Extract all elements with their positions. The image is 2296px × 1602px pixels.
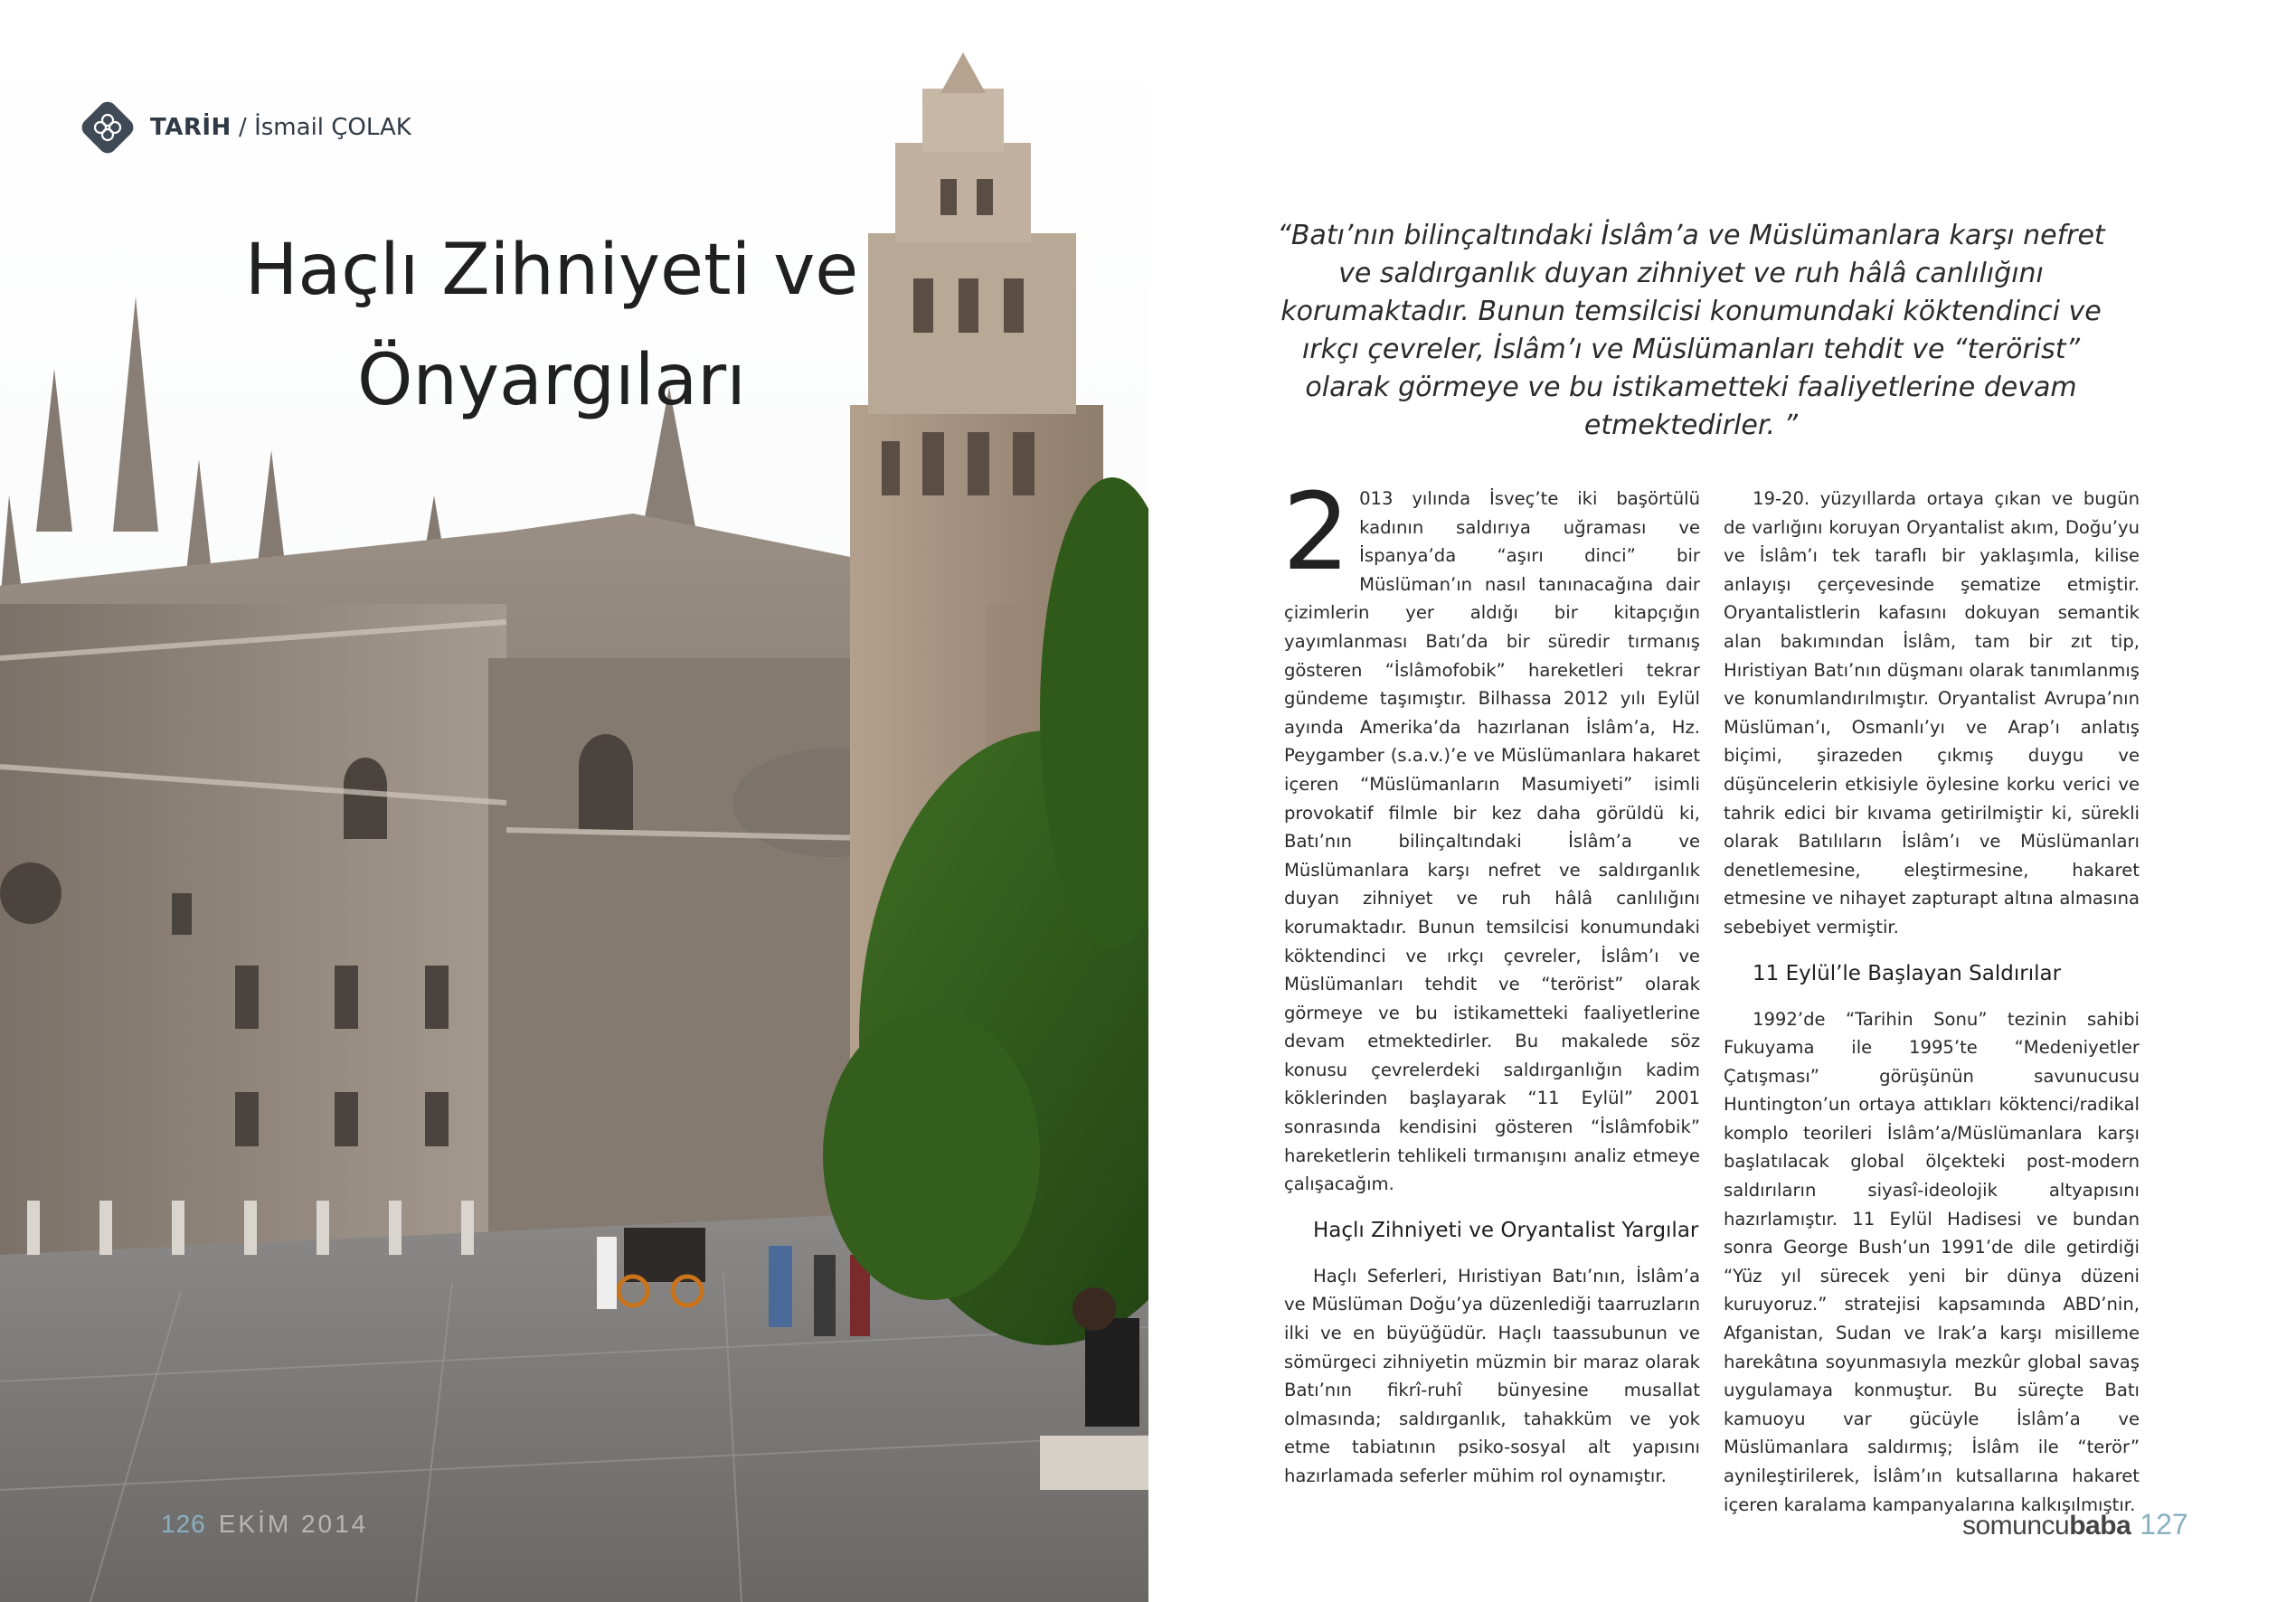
crusades-paragraph: Haçlı Seferleri, Hıristiyan Batı’nın, İslâm’a ve Müslüman Doğu’ya düzenlediği taarruzların ilki ve en büyüğüdür. Haçlı taassubunun ve sömürgeci zihniyetin müzmin bir maraz olarak Batı’nın fikrî-ruhî bünyesine musallat olmasında; saldırganlık, tahakküm ve yok etme tabiatının psiko-sosyal alt yapısını hazırlamada seferler mühim rol oynamıştır. [1284, 1265, 1700, 1486]
subheading-september-11: 11 Eylül’le Başlayan Saldırılar [1753, 961, 2062, 985]
author-name: İsmail ÇOLAK [254, 114, 411, 141]
left-page-number: 126 [161, 1510, 206, 1538]
september-11-paragraph: 1992’de “Tarihin Sonu” tezinin sahibi Fukuyama ile 1995’te “Medeniyetler Çatışması” görüşünün savunucusu Huntington’un ortaya attıkları köktenci/radikal komplo teorileri İslâm’a/Müslümanlara karşı başlatılacak global ölçekteki post-modern saldırıların siyasî-ideolojik altyapısını hazırlamıştır. 11 Eylül Hadisesi ve bundan sonra George Bush’un 1991’de dile getirdiği “Yüz yıl sürecek yeni bir dünya düzeni kuruyoruz.” stratejisi kapsamında ABD’nin, Afganistan, Sudan ve Irak’a karşı misilleme harekâtına soyunmasıyla mezkûr global savaş uygulamaya konmuştur. Bu süreçte Batı kamuoyu var gücüyle İslâm’a ve Müslümanlara saldırmış; İslâm ile “terör” aynileştirilerek, İslâm’ın kutsallarına hakaret içeren karalama kampanyalarına kalkışılmıştır. [1724, 1008, 2140, 1515]
section-logo-icon [78, 98, 137, 157]
orientalism-paragraph: 19-20. yüzyıllarda ortaya çıkan ve bugün de varlığını koruyan Oryantalist akım, Doğu’yu ve İslâm’ı tek taraflı bir yaklaşımla, kilise anlayışı çerçevesinde şematize etmiştir. Oryantalistlerin kafasını dokuyan semantik alan bakımından İslâm, tam bir zıt tip, Hıristiyan Batı’nın düşmanı olarak tanımlanmış ve konumlandırılmıştır. Oryantalist Avrupa’nın Müslüman’ı, Osmanlı’yı ve Arap’ı anlatış biçimi, şirazeden çıkmış duygu ve düşüncelerin etkisiyle öylesine korku verici ve tahrik edici bir kıvama getirilmiştir ki, sürekli olarak Batılıların İslâm’ı ve Müslümanları denetlemesine, eleştirmesine, hakaret etmesine ve nihayet zapturapt altına almasına sebebiyet vermiştir. [1724, 488, 2140, 938]
right-page [1148, 0, 2296, 1602]
brand-light: somuncu [1962, 1511, 2070, 1541]
brand-bold: baba [2069, 1511, 2131, 1541]
subheading-crusader-mindset: Haçlı Zihniyeti ve Oryantalist Yargılar [1313, 1218, 1699, 1242]
article-column-2 [1724, 485, 2140, 1519]
article-column-1 [1282, 469, 1700, 1491]
drop-cap: 2 [1282, 469, 1351, 594]
article-title [190, 215, 913, 436]
header-separator: / [231, 114, 255, 141]
intro-paragraph [1282, 469, 1700, 1199]
intro-text: 013 yılında İsveç’te iki başörtülü kadının saldırıya uğraması ve İspanya’da “aşırı dinci” bir Müslüman’ın nasıl tanınacağına dair çizimlerin yer aldığı bir kitapçığın yayımlanması Batı’da bir süredir tırmanış gösteren “İslâmofobik” hareketleri tekrar gündeme taşımıştır. Bilhassa 2012 yılı Eylül ayında Amerika’da hazırlanan İslâm’a, Hz. Peygamber (s.a.v.)’e ve Müslümanlara hakaret içeren “Müslümanların Masumiyeti” isimli provokatif filmle bir kez daha görüldü ki, Batı’nın bilinçaltındaki İslâm’a ve Müslümanlara karşı nefret ve saldırganlık duyan zihniyet ve ruh hâlâ canlılığını korumaktadır. Bunun temsilcisi konumundaki köktendinci ve ırkçı çevreler, İslâm’ı ve Müslümanları tehdit ve “terörist” olarak görmeye ve bu istikametteki faaliyetlerine devam etmektedirler. Bu makalede söz konusu çevrelerdeki saldırganlığın kadim köklerinden başlayarak “11 Eylül” 2001 sonrasında kendisini gösteren “İslâmfobik” hareketlerin tehlikeli tırmanışını analiz etmeye çalışacağım. [1284, 488, 1700, 1195]
right-folio [1962, 1508, 2188, 1541]
right-page-number: 127 [2140, 1508, 2188, 1541]
magazine-brand [1962, 1511, 2131, 1541]
issue-date: EKİM 2014 [218, 1510, 369, 1538]
title-line-1: Haçlı Zihniyeti ve [244, 230, 859, 311]
section-header [78, 96, 411, 159]
pull-quote: “Batı’nın bilinçaltındaki İslâm’a ve Müslümanlara karşı nefret ve saldırganlık duyan zihniyet ve ruh hâlâ canlılığını korumaktadır. Bunun temsilcisi konumundaki köktendinci ve ırkçı çevreler, İslâm’ı ve Müslümanları tehdit ve “terörist” olarak görmeye ve bu istikametteki faaliyetlerine devam etmektedirler. ” [1277, 220, 2105, 441]
header-text [150, 114, 411, 141]
section-name: TARİH [150, 114, 231, 141]
left-folio [161, 1510, 368, 1539]
title-line-2: Önyargıları [357, 340, 746, 421]
